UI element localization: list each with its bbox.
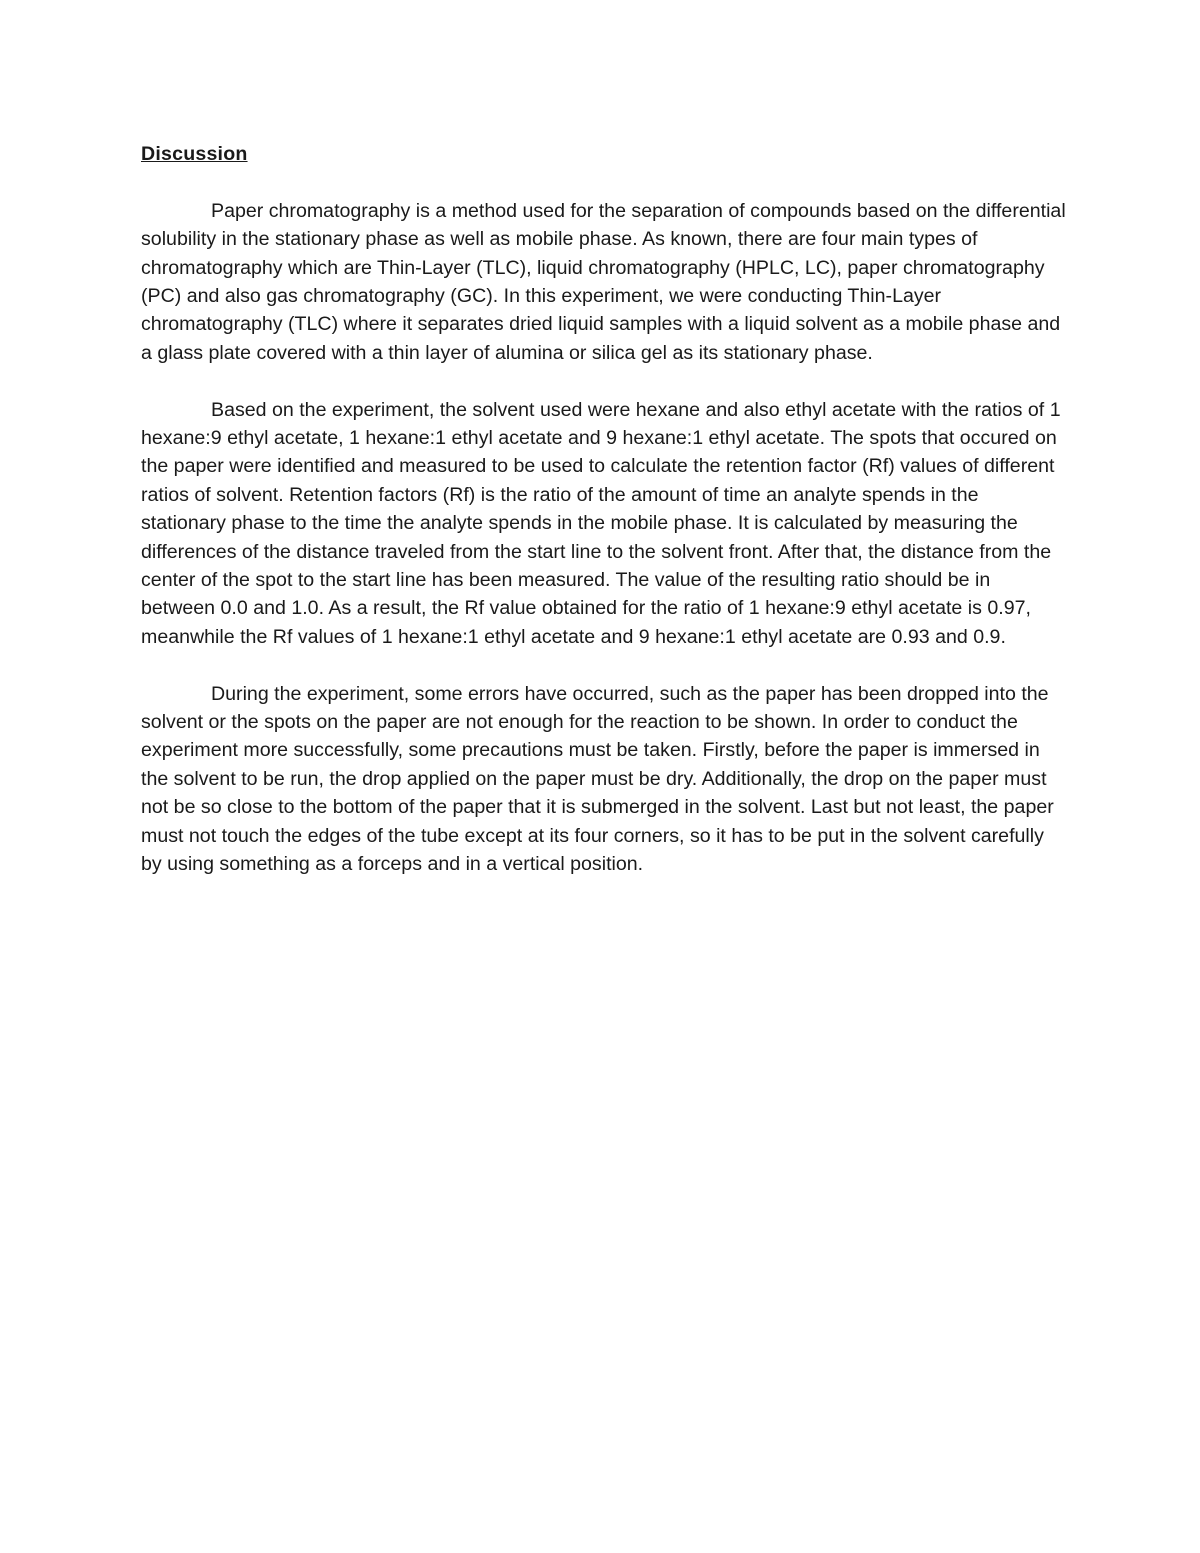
spacer [141, 168, 1066, 196]
spacer [141, 367, 1066, 395]
spacer [141, 651, 1066, 679]
section-heading: Discussion [141, 143, 248, 165]
paragraph-3: During the experiment, some errors have occurred, such as the paper has been dropped into the solvent or the spots on the paper are not enough for the reaction to be shown. In order to conduct the experiment more successfully, some precautions must be taken. Firstly, before the paper is immersed in the solvent to be run, the drop applied on the paper must be dry. Additionally, the drop on the paper must not be so close to the bottom of the paper that it is submerged in the solvent. Last but not least, the paper must not touch the edges of the tube except at its four corners, so it has to be put in the solvent carefully by using something as a forceps and in a vertical position. [141, 682, 1054, 876]
paragraph-1: Paper chromatography is a method used for the separation of compounds based on the differential solubility in the stationary phase as well as mobile phase. As known, there are four main types of chromatography which are Thin-Layer (TLC), liquid chromatography (HPLC, LC), paper chromatography (PC) and also gas chromatography (GC). In this experiment, we were conducting Thin-Layer chromatography (TLC) where it separates dried liquid samples with a liquid solvent as a mobile phase and a glass plate covered with a thin layer of alumina or silica gel as its stationary phase. [141, 199, 1066, 364]
paragraph-2: Based on the experiment, the solvent used were hexane and also ethyl acetate with the ratios of 1 hexane:9 ethyl acetate, 1 hexane:1 ethyl acetate and 9 hexane:1 ethyl acetate. The spots that occured on the paper were identified and measured to be used to calculate the retention factor (Rf) values of different ratios of solvent. Retention factors (Rf) is the ratio of the amount of time an analyte spends in the stationary phase to the time the analyte spends in the mobile phase. It is calculated by measuring the differences of the distance traveled from the start line to the solvent front. After that, the distance from the center of the spot to the start line has been measured. The value of the resulting ratio should be in between 0.0 and 1.0. As a result, the Rf value obtained for the ratio of 1 hexane:9 ethyl acetate is 0.97, meanwhile the Rf values of 1 hexane:1 ethyl acetate and 9 hexane:1 ethyl acetate are 0.93 and 0.9. [141, 398, 1061, 648]
document-body [141, 140, 1066, 879]
